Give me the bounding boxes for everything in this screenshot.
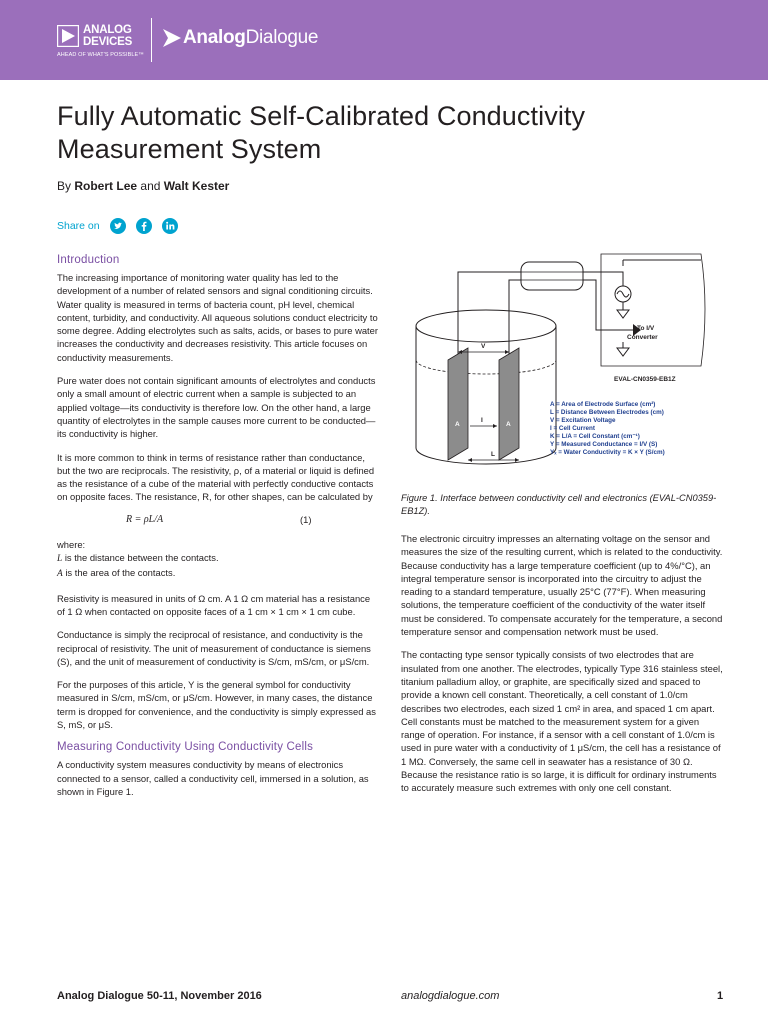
paragraph: A conductivity system measures conductivity by means of electronics connected to a sensor, called a conductivity cell, immersed in a solution, as shown in Figure 1.: [57, 759, 369, 797]
figure-legend: [550, 401, 665, 456]
legend-line: Y = Measured Conductance = I/V (S): [550, 441, 658, 448]
author-robert-lee[interactable]: Robert Lee: [74, 179, 138, 193]
figure-label-l: L: [491, 451, 495, 458]
board-label: EVAL-CN0359-EB1Z: [614, 376, 676, 383]
footer-site-link[interactable]: analogdialogue.com: [401, 990, 500, 1002]
legend-line: Yₓ = Water Conductivity = K × Y (S/cm): [550, 449, 665, 456]
facebook-icon[interactable]: [136, 218, 152, 234]
paragraph: Conductance is simply the reciprocal of resistance, and conductivity is the reciprocal of resistivity. The unit of measurement of conductance is siemens (S), and the unit of measurement of conductivity is S/cm, mS/cm, or μS/cm.: [57, 629, 371, 667]
byline: By Robert Lee and Walt Kester: [57, 179, 230, 193]
legend-line: I = Cell Current: [550, 425, 595, 432]
paragraph: The increasing importance of monitoring water quality has led to the development of a number of related sensors and signal conditioning circuits. Water quality is measured in terms of bacteria count, pH level, chemical content, turbidity, and conductivity. All aqueous solutions conduct electricity to some degree. Adding electrolytes such as salts, acids, or bases to pure water increases the conductivity and decreases resistivity. This article focuses on conductivity measurements.: [57, 272, 379, 363]
twitter-icon[interactable]: [110, 218, 126, 234]
right-column: [401, 532, 723, 805]
figure-1-conductivity-cell-diagram: [401, 248, 721, 488]
figure-label-a-left: A: [455, 421, 460, 428]
equation-1: [57, 514, 379, 532]
footer-issue: Analog Dialogue 50-11, November 2016: [57, 990, 262, 1002]
section-heading-introduction: Introduction: [57, 254, 120, 266]
legend-line: A = Area of Electrode Surface (cm²): [550, 401, 656, 408]
dialogue-arrow-icon: [162, 28, 182, 48]
paragraph: The electronic circuitry impresses an alternating voltage on the sensor and measures the size of the resulting current, which is related to the conductivity. Because conductivity has a large temperature coefficient (up to 4%/°C), an integral temperature sensor is incorporated into the circuitry to adjust the reading to a standard temperature, usually 25°C (77°F). When measuring solutions, the temperature coefficient of the conductivity of the water itself must be considered. To compensate accurately for the temperature, a second temperature sensor and compensation network must be used.: [401, 533, 723, 638]
legend-line: V = Excitation Voltage: [550, 417, 616, 424]
equation-definitions: where: L is the distance between the contacts. A is the area of the contacts.: [57, 538, 219, 580]
figure-label-i: I: [481, 417, 483, 424]
share-label: Share on: [57, 220, 100, 232]
adi-wordmark: ANALOG DEVICES: [83, 24, 133, 48]
page-number: 1: [717, 990, 724, 1002]
linkedin-icon[interactable]: [162, 218, 178, 234]
paragraph: It is more common to think in terms of resistance rather than conductance, but the two are reciprocals. The resistivity, ρ, of a material or liquid is defined as the resistance of a cube of the material with perfectly conductive contacts on opposite faces. The resistance, R, for other shapes, can be calculated by: [57, 451, 375, 503]
legend-line: K = L/A = Cell Constant (cm⁻¹): [550, 433, 640, 440]
article-title: Fully Automatic Self-Calibrated Conductivity Measurement System: [57, 101, 586, 164]
analog-devices-logo[interactable]: [57, 24, 157, 66]
paragraph: The contacting type sensor typically consists of two electrodes that are insulated from one another. The electrodes, typically Type 316 stainless steel, titanium palladium alloy, or graphite, are specifically sized and spaced to provide a known cell constant. Theoretically, a cell constant of 1.0/cm describes two electrodes, each sized 1 cm² in area, and spaced 1 cm apart. Cell constants must be matched to the measurement system for a given range of operation. For instance, if a sensor with a cell constant of 1.0/cm is used in pure water with a conductivity of 1 μS/cm, the cell has a resistance of 1 MΩ. Conversely, the same cell in seawater has a resistance of 30 Ω. Because the resistance ratio is so large, it is difficult for ordinary instruments to accurately measure such extremes with only one cell constant.: [401, 649, 723, 794]
equation-expression: R = ρL/A: [126, 513, 164, 525]
adi-triangle-icon: [57, 25, 79, 47]
section-heading-measuring-conductivity: Measuring Conductivity Using Conductivity Cells: [57, 741, 314, 754]
header-band: [0, 0, 768, 80]
logo-divider: [151, 18, 152, 62]
to-iv-label: To I/V: [637, 325, 655, 332]
analog-dialogue-wordmark: AnalogDialogue: [183, 27, 319, 48]
adi-tagline: AHEAD OF WHAT'S POSSIBLE™: [57, 52, 144, 58]
left-column: [57, 254, 379, 808]
converter-label: Converter: [627, 334, 658, 341]
equation-number: (1): [300, 513, 312, 525]
legend-line: L = Distance Between Electrodes (cm): [550, 409, 664, 416]
figure-1-caption: Figure 1. Interface between conductivity cell and electronics (EVAL-CN0359-EB1Z).: [401, 493, 717, 516]
paragraph: Resistivity is measured in units of Ω cm. A 1 Ω cm material has a resistance of 1 Ω when contacted on opposite faces of a 1 cm × 1 cm × 1 cm cube.: [57, 592, 371, 617]
author-walt-kester[interactable]: Walt Kester: [163, 179, 230, 193]
paragraph: Pure water does not contain significant amounts of electrolytes and conducts only a small amount of electric current when a sample is subjected to an applied voltage—its conductivity is therefore low. On the other hand, a large quantity of electrolytes in the sample causes more current to be conducted—its conductivity is higher.: [57, 375, 376, 440]
figure-label-v: V: [481, 343, 486, 350]
paragraph: For the purposes of this article, Y is the general symbol for conductivity measured in S/cm, mS/cm, or μS/cm. However, in many cases, the distance term is dropped for convenience, and the conductivity is simply expressed as S, mS, or μS.: [57, 679, 376, 731]
figure-label-a-right: A: [506, 421, 511, 428]
